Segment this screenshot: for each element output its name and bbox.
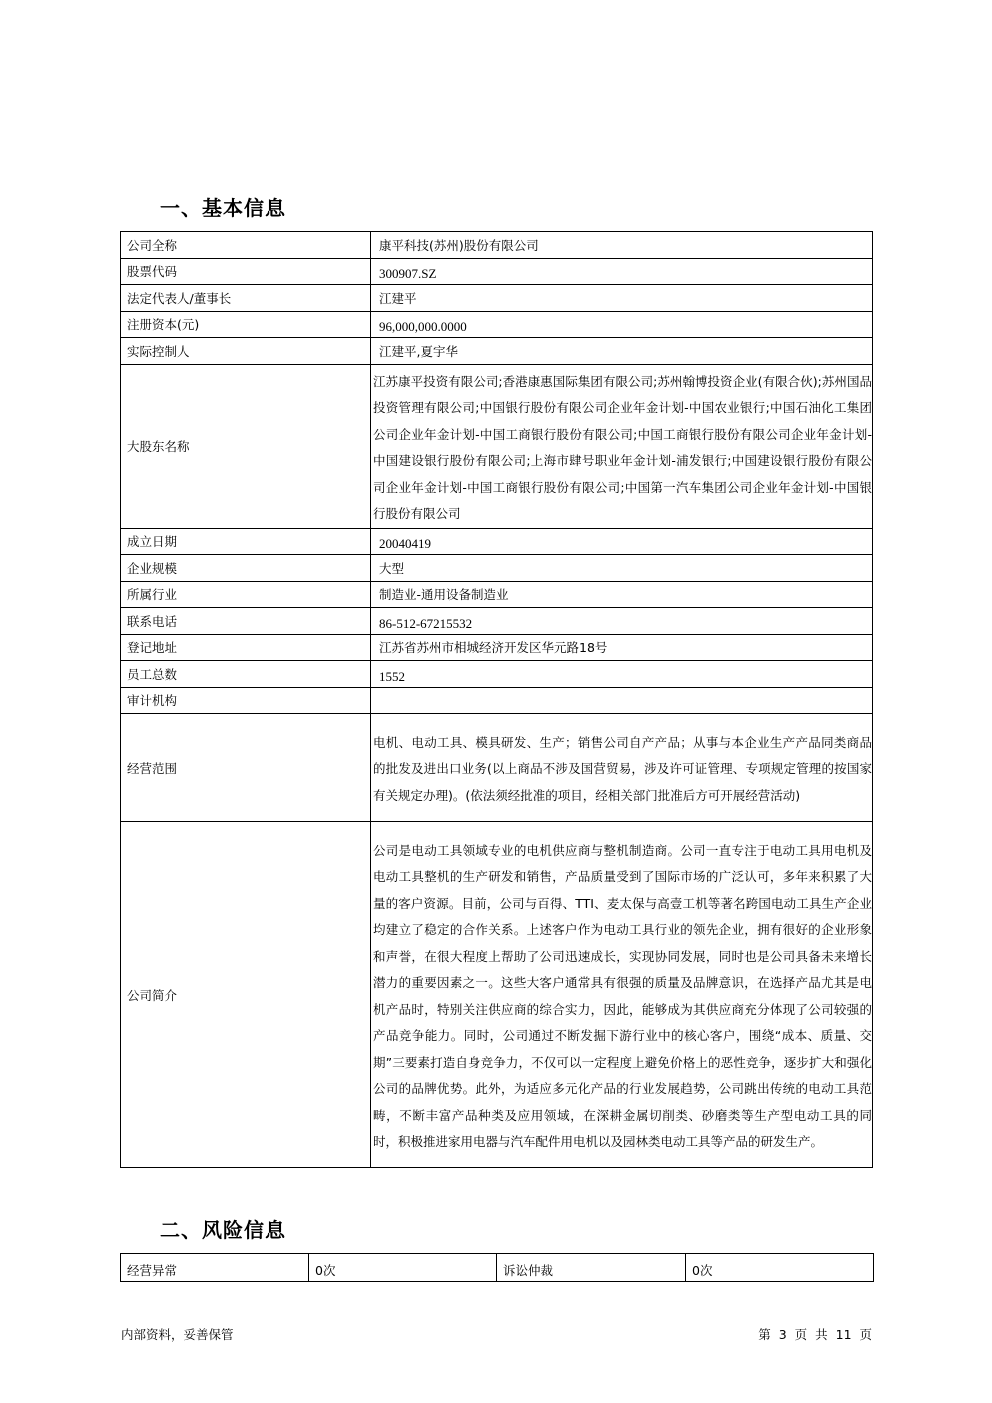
row-label: 成立日期 [121,528,371,555]
row-value: 制造业-通用设备制造业 [371,581,873,608]
row-value: 96,000,000.0000 [371,311,873,338]
risk-info-table [120,1253,874,1282]
row-label: 大股东名称 [121,364,371,528]
table-row [121,581,873,608]
row-value: 公司是电动工具领域专业的电机供应商与整机制造商。公司一直专注于电动工具用电机及电动工具整机的生产研发和销售，产品质量受到了国际市场的广泛认可，多年来积累了大量的客户资源。目前，公司与百得、TTI、麦太保与高壹工机等著名跨国电动工具生产企业均建立了稳定的合作关系。上述客户作为电动工具行业的领先企业，拥有很好的企业形象和声誉，在很大程度上帮助了公司迅速成长，实现协同发展，同时也是公司具备未来增长潜力的重要因素之一。这些大客户通常具有很强的质量及品牌意识，在选择产品尤其是电机产品时，特别关注供应商的综合实力，因此，能够成为其供应商充分体现了公司较强的产品竞争能力。同时，公司通过不断发掘下游行业中的核心客户，围绕“成本、质量、交期”三要素打造自身竞争力，不仅可以一定程度上避免价格上的恶性竞争，逐步扩大和强化公司的品牌优势。此外，为适应多元化产品的行业发展趋势，公司跳出传统的电动工具范畴，不断丰富产品种类及应用领域，在深耕金属切削类、砂磨类等生产型电动工具的同时，积极推进家用电器与汽车配件用电机以及园林类电动工具等产品的研发生产。 [371,822,873,1168]
risk-label-litigation: 诉讼仲裁 [497,1254,686,1282]
table-row [121,634,873,661]
footer-page-number: 第 3 页 共 11 页 [758,1327,872,1342]
table-row [121,822,873,1168]
table-row [121,364,873,528]
row-label: 联系电话 [121,608,371,635]
table-row [121,338,873,365]
row-value: 大型 [371,555,873,582]
row-value: 江苏省苏州市相城经济开发区华元路18号 [371,634,873,661]
row-value: 20040419 [371,528,873,555]
row-value: 康平科技(苏州)股份有限公司 [371,232,873,259]
row-label: 所属行业 [121,581,371,608]
risk-label-operation: 经营异常 [121,1254,309,1282]
table-row [121,258,873,285]
table-row [121,555,873,582]
section-title-basic-info: 一、基本信息 [160,196,286,220]
table-row [121,661,873,688]
row-value: 86-512-67215532 [371,608,873,635]
row-label: 股票代码 [121,258,371,285]
table-row [121,1254,874,1282]
table-row [121,528,873,555]
table-row [121,285,873,312]
row-label: 公司简介 [121,822,371,1168]
row-value: 1552 [371,661,873,688]
table-row [121,608,873,635]
basic-info-table [120,231,873,1168]
row-value: 江苏康平投资有限公司;香港康惠国际集团有限公司;苏州翰博投资企业(有限合伙);苏州国品投资管理有限公司;中国银行股份有限公司企业年金计划-中国农业银行;中国石油化工集团公司企业年金计划-中国工商银行股份有限公司;中国工商银行股份有限公司企业年金计划-中国建设银行股份有限公司;上海市肆号职业年金计划-浦发银行;中国建设银行股份有限公司企业年金计划-中国工商银行股份有限公司;中国第一汽车集团公司企业年金计划-中国银行股份有限公司 [371,364,873,528]
row-value: 江建平 [371,285,873,312]
row-value: 江建平,夏宇华 [371,338,873,365]
row-label: 公司全称 [121,232,371,259]
row-label: 实际控制人 [121,338,371,365]
table-row [121,687,873,714]
section-title-risk-info: 二、风险信息 [160,1218,286,1242]
row-label: 注册资本(元) [121,311,371,338]
row-label: 登记地址 [121,634,371,661]
row-label: 员工总数 [121,661,371,688]
table-row [121,714,873,822]
table-row [121,311,873,338]
row-label: 法定代表人/董事长 [121,285,371,312]
row-value [371,687,873,714]
row-label: 审计机构 [121,687,371,714]
row-value: 300907.SZ [371,258,873,285]
row-value: 电机、电动工具、模具研发、生产；销售公司自产产品；从事与本企业生产产品同类商品的批发及进出口业务(以上商品不涉及国营贸易，涉及许可证管理、专项规定管理的按国家有关规定办理)。(依法须经批准的项目，经相关部门批准后方可开展经营活动) [371,714,873,822]
footer-confidential-note: 内部资料，妥善保管 [121,1327,234,1342]
risk-value-operation: 0次 [309,1254,497,1282]
table-row [121,232,873,259]
row-label: 企业规模 [121,555,371,582]
risk-value-litigation: 0次 [686,1254,874,1282]
row-label: 经营范围 [121,714,371,822]
